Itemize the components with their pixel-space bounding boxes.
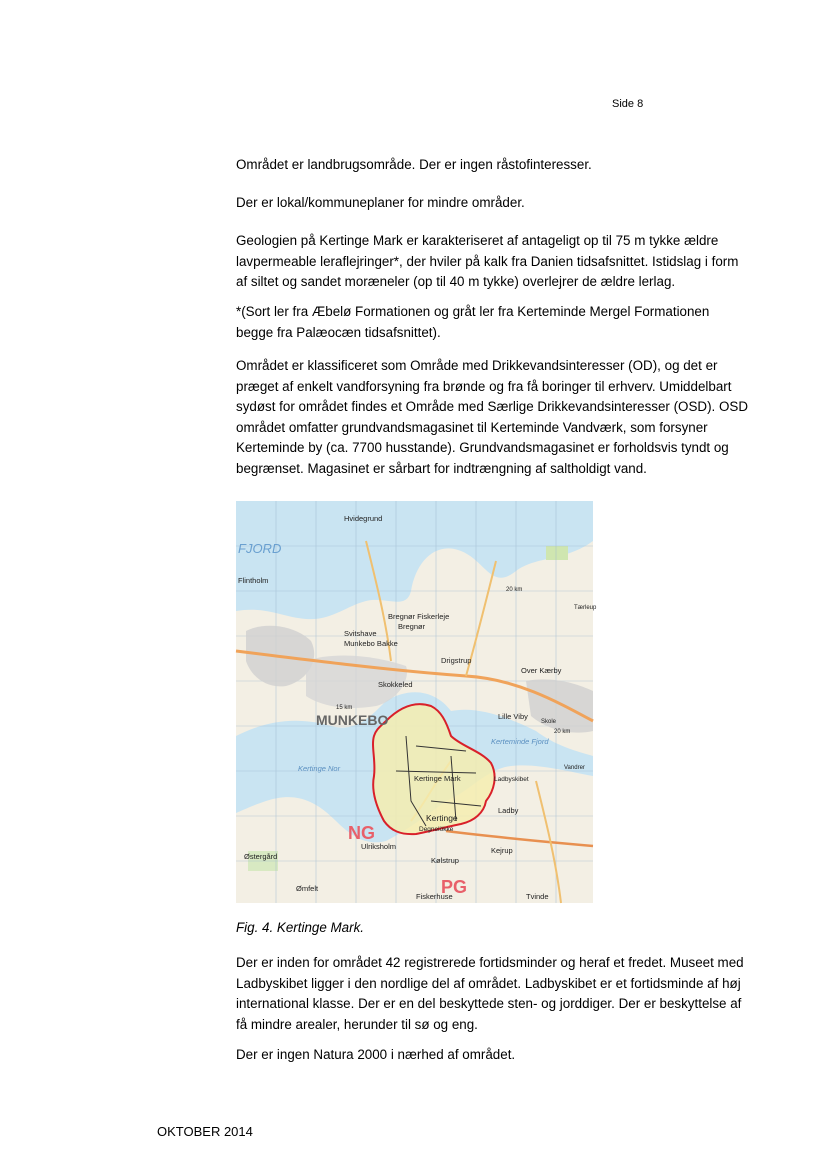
label-ladby: Ladby xyxy=(498,806,519,815)
label-15km: 15 km xyxy=(336,705,353,711)
paragraph-ancient-monuments: Der er inden for området 42 registrerede fortidsminder og heraf et fredet. Museet med Ladbyskibet ligger i den nordlige del af området. Ladbyskibet er et fortidsminde af høj international klasse. Der er en del beskyttede sten- og jorddiger. Der er beskyttelse af få mindre arealer, herunder til sø og eng. xyxy=(236,955,744,1032)
label-kejrup: Kejrup xyxy=(491,846,513,855)
label-kertinge-nor: Kertinge Nor xyxy=(298,764,341,773)
map-green-patch xyxy=(546,546,568,560)
label-ostergard: Østergård xyxy=(244,852,278,861)
paragraph-natura2000: Der er ingen Natura 2000 i nærhed af området. xyxy=(236,1047,516,1062)
label-hvidegrund: Hvidegrund xyxy=(344,514,383,523)
label-lille-viby: Lille Viby xyxy=(498,712,528,721)
label-fjord: FJORD xyxy=(238,541,282,556)
label-svitshave: Svitshave xyxy=(344,629,377,638)
label-munkebo-bakke: Munkebo Bakke xyxy=(344,639,398,648)
label-munkebo: MUNKEBO xyxy=(316,712,389,728)
label-fiskerhuse: Fiskerhuse xyxy=(416,892,453,901)
label-skole: Skole xyxy=(541,719,557,725)
page-number: Side 8 xyxy=(612,98,644,110)
zone-pg-label: PG xyxy=(441,877,468,897)
label-omfelt: Ømfelt xyxy=(296,884,319,893)
map-figure xyxy=(236,501,597,903)
label-20km-north: 20 km xyxy=(506,587,523,593)
label-kertinge-mark: Kertinge Mark xyxy=(414,774,461,783)
paragraph-local-plans: Der er lokal/kommuneplaner for mindre områder. xyxy=(236,195,525,210)
label-skokkeled: Skokkeled xyxy=(378,680,413,689)
figure-caption: Fig. 4. Kertinge Mark. xyxy=(236,920,365,935)
zone-ng-label: NG xyxy=(348,823,375,843)
label-kerteminde-fjord: Kerteminde Fjord xyxy=(491,737,549,746)
label-kertinge: Kertinge xyxy=(426,813,458,823)
footer-date: OKTOBER 2014 xyxy=(157,1124,253,1139)
paragraph-geology-footnote: *(Sort ler fra Æbelø Formationen og gråt ler fra Kerteminde Mergel Formationen begge fra Palæocæn tidsafsnittet). xyxy=(236,304,710,340)
label-drigstrup: Drigstrup xyxy=(441,656,472,665)
label-kolstrup: Kølstrup xyxy=(431,856,459,865)
label-ulriksholm: Ulriksholm xyxy=(361,842,397,851)
label-bregnor: Bregnør xyxy=(398,622,426,631)
label-bregnor-fiskerleje: Bregnør Fiskerleje xyxy=(388,612,450,621)
kertinge-map xyxy=(236,501,597,903)
label-taerleup: Tærleup xyxy=(574,605,597,611)
label-degneloekke: Degnelökke xyxy=(419,826,454,833)
paragraph-drinking-water: Området er klassificeret som Område med Drikkevandsinteresser (OD), og det er præget af enkelt vandforsyning fra brønde og fra få boringer til erhverv. Umiddelbart sydøst for området findes et Område med Særlige Drikkevandsinteresser (OSD). OSD området omfatter grundvandsmagasinet til Kerteminde Vandværk, som forsyner Kerteminde by (ca. 7700 husstande). Grundvandsmagasinet er forholdsvis tyndt og begrænset. Magasinet er sårbart for indtrængning af saltholdigt vand. xyxy=(236,358,748,476)
paragraph-geology: Geologien på Kertinge Mark er karakteriseret af antageligt op til 75 m tykke ældre lavpermeable leraflejringer*, der hviler på kalk fra Danien tidsafsnittet. Istidslag i form af siltet og sandet moræneler (op til 40 m tykke) overlejrer de ældre lerlag. xyxy=(236,233,739,289)
paragraph-land-use: Området er landbrugsområde. Der er ingen råstofinteresser. xyxy=(236,157,592,172)
label-vandrer: Vandrer xyxy=(564,765,585,771)
label-tvinde: Tvinde xyxy=(526,892,549,901)
label-flintholm: Flintholm xyxy=(238,576,269,585)
label-over-kaerby: Over Kærby xyxy=(521,666,562,675)
label-20km-east: 20 km xyxy=(554,729,571,735)
label-ladbyskibet: Ladbyskibet xyxy=(494,776,529,783)
